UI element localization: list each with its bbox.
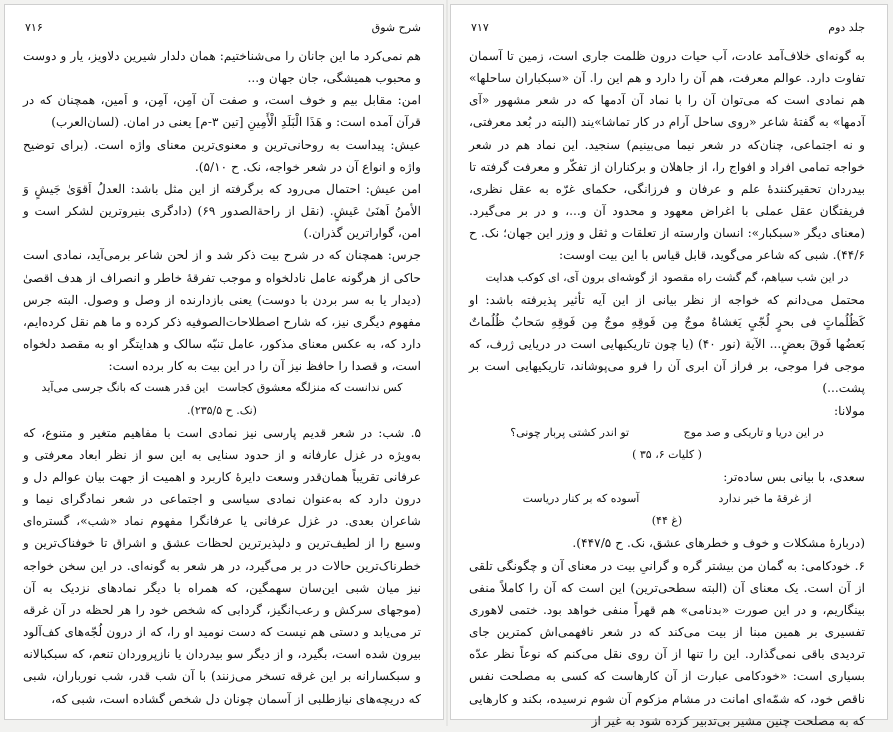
paragraph: هم نمی‌کرد ما این جانان را می‌شناختیم: همان دلدار شیرین دلاویز، یار و دوست و محبوب همیشگی، جان جهان و... [23,49,421,86]
verse-couplet [23,377,421,399]
verse-hemistich: آسوده که بر کنار دریاست [522,492,640,506]
paragraph: مولانا: [834,403,865,418]
page-number: ۷۱۷ [471,21,489,34]
verse-hemistich: در این دریا و تاریکی و صد موج [683,425,824,439]
verse-hemistich: کس ندانست که منزلگه معشوق کجاست [217,381,403,395]
paragraph: (دربارهٔ مشکلات و خوف و خطرهای عشق، نک. ح ۴۴۷/۵). [572,536,865,551]
paragraph: سعدی، با بیانی بس ساده‌تر: [723,469,865,484]
verse-hemistich: از غرقهٔ ما خبر ندارد [718,492,812,506]
page-header-title: جلد دوم [828,21,865,34]
verse-source: ( کلیات ۶، ۳۵ ) [632,447,702,461]
paragraph: ۶. خودکامی: به گمان من بیشتر گره و گرانیِ بیت در معنای آن و چگونگی تلقی از آن است. یک معنای آن (البته سطحی‌ترین) این است که آن را کاملاً منفی بینگاریم، و در این صورت «بدنامی» هم قهراً منفی خواهد بود. ختمی لاهوری تفسیری بر همین مبنا از بیت می‌کند که در شعر نافهمی‌اش کمترین جای تردیدی باقی نمی‌گذارد. این را تنها از آن روی نقل می‌کنم که نوعاً نظر عدّه بسیاری است: «خودکامی عبارت از آن کارهاست که کسی به مصلحت نفس ناقص خود، که شمّه‌ای امانت در مشام مزکوم آن شوم نرسیده، بکند و کارهایی که به مصلحت چنین مشیر بی‌تدبیر کرده شود به غیر از [469,558,865,728]
verse-source: (غ ۴۴) [651,514,683,528]
verse-hemistich: در این شب سیاهم، گم گشت راه مقصود [662,270,849,284]
page-gutter [446,0,448,726]
verse-couplet [469,488,865,510]
left-page [4,4,444,720]
left-page-body [23,45,421,713]
right-page-header [471,21,865,37]
page-header-title: شرح شوق [371,21,421,34]
paragraph: جرس: همچنان که در شرح بیت ذکر شد و از لحن شاعر برمی‌آید، نمادی است حاکی از هرگونه عامل نادلخواه و موجب تفرقهٔ خاطر و انصراف از هدف اقصیٰ (دیدار یا به سر بردن با دوست) یعنی بازدارنده از وصل و وصول. البته جرس مفهوم دیگری نیز، که شارح اصطلاحات‌الصوفیه ذکر کرده و ما هم نقل کرده‌ایم، دارد که، به عکس معنای مذکور، عامل تنبّه سالک و هدایتگر او به مقصد دلخواه است، و قصدا را حافظ نیز آن را در این بیت به کار برده است: [23,248,421,374]
page-number: ۷۱۶ [25,21,43,34]
verse-source: (نک. ح ۲۳۵/۵). [187,403,257,417]
right-page-body [469,45,865,728]
verse-couplet [469,422,865,444]
verse-hemistich: این قدر هست که بانگ جرسی می‌آید [41,381,209,395]
verse-hemistich: از گوشه‌ای برون آی، ای کوکب هدایت [485,270,658,284]
paragraph: به گونه‌ای خلاف‌آمد عادت، آب حیات درون ظلمت جاری است، زمین تا آسمان تفاوت دارد. عوالم معرفت، هم آن را دارد و هم این را. آن «سبکباران ساحلها» هم نمادی است که می‌توان آن را با نماد آن آدمها که در شعر مشهور «آی آدمها» به گفتهٔ شاعر «روی ساحل آرام در کار تماشا»یند (البته در بُعد معرفتی، و نه اجتماعی، چنان‌که در شعر نیما می‌بینیم) سنجید. این نماد هم در شعر خواجه تمامی افراد و افواج را، از جاهلان و برکناران از تفکّر و معرفت گرفته تا بیدردان تحقیرکنندهٔ علم و عرفان و فرزانگی، حکمای غرّه به عقل نظری، فریفتگان عقل عملی با اغراض معهود و محدود آن و...، و در بر می‌گیرد. (معنای دیگر «سبکبار»: انسان وارسته از تعلقات و ثقل و وزر این جهان؛ نک. ح ۴۴/۶). شبی که شاعر می‌گوید، قابل قیاس با این بیت اوست: [469,49,865,263]
paragraph: عیش: پیداست به روحانی‌ترین و معنوی‌ترین معنای واژه است. (برای توضیح واژه و انواع آن در شعر خواجه، نک. ح ۵/۱۰). [23,137,421,174]
paragraph: ۵. شب: در شعر قدیم پارسی نیز نمادی است با مفاهیم متغیر و متنوع، که به‌ویژه در غزل عارفانه و از حدود سنایی به این سو از نظر ابعاد معرفتی و عرفانی تقریباً همان‌قدر وسعت دایرهٔ کاربرد و اهمیت از جهت بیان عوالم دل و درون دارد که به‌عنوان نمادی سیاسی و اجتماعی در شعر نمادگرای نیما و شاعران بعدی. در غزل عرفانی یا عرفانگرا مفهوم نماد «شب»، گستره‌ای وسیع را از لطیف‌ترین و دلپذیرترین لحظات عشق و اشراق تا خوفناک‌ترین و خطرناک‌ترین حالات در بر می‌گیرد، در هر شعر به گونه‌ای. در این سخن خواجه نیز میان شبی این‌سان سهمگین، که همراه با دیگر نمادهای نزدیک به آن (موجهای سرکش و رعب‌انگیز، گردابی که شخص خود را هر لحظه در آن غرقه تر می‌یابد و دستی هم نیست که دست نومید او را، که از درون لُجّه‌های کف‌آلود بیرون شده است، بگیرد، و از دیگر سو بیدردان یا نازپروردان تنعم، که سبکبالانه و سبکسارانه بر این غرقه تسخر می‌زنند) با آن شب قدر، شب نورباران، شبی که دریچه‌های نیازطلبی از آسمان چونان دل شخص گشاده است، شبی که، [23,425,421,706]
verse-couplet [469,267,865,289]
paragraph: محتمل می‌دانم که خواجه از نظر بیانی از این آیه تأثیر پذیرفته باشد: او کَظُلُماتٍ فی بحرٍ لُجّیٍ یَغشاهُ موجٌ مِن فَوقِهِ موجٌ مِن فَوقِهِ سَحابٌ ظُلُماتٌ بَعضُها فَوقَ بعضٍ... الآیة (نور ۴۰) (یا چون تاریکیهایی است در دریایی ژرف، که موجی فرا موجی، بر فراز آن ابری آن را فرو می‌پوشاند، تاریکیهایی است بر پشت...) [469,292,865,396]
paragraph: امن عیش: احتمال می‌رود که برگرفته از این مثل باشد: العدلُ اَقوَیٰ جَیشٍ وَ الأمنُ اَهنَیٰ عَیشٍ. (نقل از راحةالصدور ۶۹) (دادگری بنیرو‌ترین لشکر است و امن، گوارا‌ترین گذران.) [23,181,422,241]
right-page [450,4,888,728]
paragraph: امن: مقابل بیم و خوف است، و صفت آن آمِن، آمِن، و اَمین، همچنان که در قرآن آمده است: و هَذَا الْبَلَدِ الْأَمِينِ [تین ۳-م] یعنی در امان. (لسان‌العرب) [23,93,421,130]
left-page-header [25,21,421,37]
verse-hemistich: تو اندر کشتی پربار چونی؟ [510,425,630,439]
